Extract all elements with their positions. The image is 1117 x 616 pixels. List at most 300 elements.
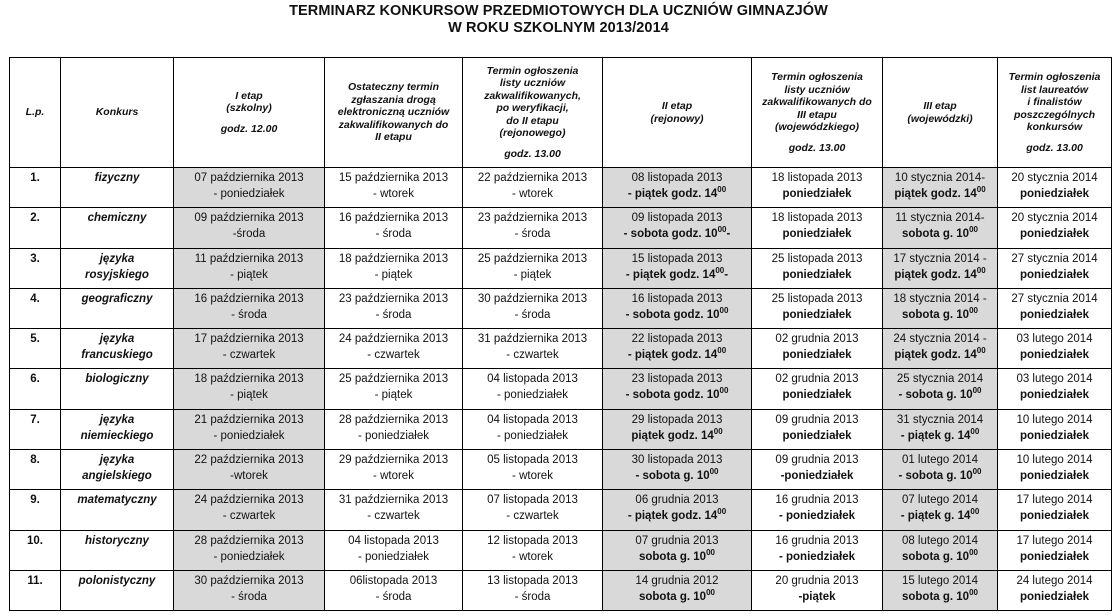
competition-name-text: historyczny xyxy=(85,534,149,547)
etap-2-time-line xyxy=(605,508,749,524)
etap-2-list-date-date: 22 października 2013 xyxy=(477,172,588,184)
etap-2-time-minutes: 00 xyxy=(719,386,729,396)
header-text: list laureatów xyxy=(1020,83,1089,96)
etap-2-time: - sobota godz. 10 xyxy=(625,389,720,402)
etap-1-date-weekday: - czwartek xyxy=(222,510,276,523)
etap-1-date-date: 09 października 2013 xyxy=(194,212,304,225)
etap-2-time: - sobota godz. 10 xyxy=(625,308,720,321)
registration-deadline-date: 15 października 2013 xyxy=(338,172,449,184)
registration-deadline xyxy=(325,248,463,288)
header-text: II etap xyxy=(661,100,693,112)
etap-1-date-date: 28 października 2013 xyxy=(194,534,304,547)
etap-3-time-minutes: 00 xyxy=(976,265,986,275)
laureates-date xyxy=(998,490,1112,530)
etap-1-date-weekday: - poniedziałek xyxy=(213,550,285,563)
competition-name-text: rosyjskiego xyxy=(85,268,149,281)
header-text: (szkolny) xyxy=(226,102,272,115)
row-number-text: 5. xyxy=(30,333,40,346)
laureates-weekday: poniedziałek xyxy=(1019,349,1090,362)
etap-2-time-minutes: 00 xyxy=(706,588,715,598)
etap-2-list-date-weekday: - czwartek xyxy=(506,349,559,362)
etap-1-date xyxy=(174,168,325,208)
etap-2-list-date-date: 25 października 2013 xyxy=(477,252,588,265)
registration-deadline xyxy=(325,329,463,369)
laureates-weekday: poniedziałek xyxy=(1019,268,1090,281)
table-row xyxy=(10,369,1112,409)
etap-2-list-date-weekday: - środa xyxy=(514,308,551,321)
etap-2-list-date-weekday: - środa xyxy=(514,590,551,603)
etap-1-date xyxy=(174,369,325,409)
etap-1-date-weekday: - środa xyxy=(231,590,267,603)
header-lp xyxy=(10,58,61,168)
etap-3-time-minutes: 00 xyxy=(970,507,980,517)
etap-1-date xyxy=(174,248,325,288)
etap-2-date-text: 29 listopada 2013 xyxy=(631,413,723,426)
registration-deadline-date: 24 października 2013 xyxy=(338,333,449,346)
etap-3-list-date-text: 20 grudnia 2013 xyxy=(775,574,859,587)
etap-3-list-date-text: 16 grudnia 2013 xyxy=(775,534,859,547)
etap-2-time-line xyxy=(605,428,749,444)
row-number xyxy=(10,450,61,490)
etap-3-time: sobota g. 10 xyxy=(901,308,970,321)
header-text: (rejonowego) xyxy=(499,127,566,140)
etap-2-time-minutes: 00 xyxy=(717,185,727,195)
row-number xyxy=(10,329,61,369)
laureates-date-text: 17 lutego 2014 xyxy=(1016,534,1093,547)
laureates-date xyxy=(998,208,1112,248)
etap-2-time: - sobota godz. 10 xyxy=(623,228,718,241)
etap-2-time-line xyxy=(605,589,749,605)
etap-2-list-date-date: 13 listopada 2013 xyxy=(487,574,578,587)
etap-3-list-weekday: poniedziałek xyxy=(782,349,852,362)
etap-3-list-weekday: -poniedziałek xyxy=(780,470,854,483)
header-text: Konkurs xyxy=(95,106,139,119)
etap-2-list-date-date: 12 listopada 2013 xyxy=(487,534,578,547)
table-row xyxy=(10,208,1112,248)
etap-3-time-line xyxy=(885,549,995,565)
table-row xyxy=(10,530,1112,570)
competition-name xyxy=(61,248,174,288)
etap-3-list-date-text: 25 listopada 2013 xyxy=(771,292,863,305)
etap-3-list-date-text: 09 grudnia 2013 xyxy=(775,454,859,467)
etap-2-time-minutes: 00 xyxy=(713,426,723,436)
etap-2-date-text: 14 grudnia 2012 xyxy=(635,574,719,587)
etap-2-date xyxy=(603,369,752,409)
registration-deadline-weekday: - środa xyxy=(375,590,412,603)
etap-2-list-date xyxy=(463,450,603,490)
etap-3-time: sobota g. 10 xyxy=(901,228,970,241)
etap-2-date-text: 23 listopada 2013 xyxy=(631,373,723,386)
etap-1-date xyxy=(174,208,325,248)
row-number-text: 11. xyxy=(27,574,43,587)
row-number-text: 10. xyxy=(27,534,43,547)
competition-name-text: niemieckiego xyxy=(80,429,154,442)
etap-3-date xyxy=(883,450,998,490)
row-number-text: 3. xyxy=(30,252,40,265)
registration-deadline-date: 31 października 2013 xyxy=(338,494,449,507)
etap-3-time-line xyxy=(885,347,995,363)
etap-3-list-date xyxy=(752,329,883,369)
etap-1-date-weekday: - środa xyxy=(231,308,267,321)
competition-name-text: fizyczny xyxy=(94,172,140,184)
etap-3-list-date xyxy=(752,208,883,248)
etap-2-time-line xyxy=(605,387,749,403)
etap-3-time: piątek godz. 14 xyxy=(894,188,977,200)
header-text: i finalistów xyxy=(1027,96,1082,108)
registration-deadline-weekday: - poniedziałek xyxy=(358,550,429,563)
etap-2-time-line xyxy=(605,468,749,484)
etap-2-time-minutes: 00 xyxy=(715,265,725,275)
registration-deadline xyxy=(325,168,463,208)
title-line-1: TERMINARZ KONKURSOW PRZEDMIOTOWYCH DLA UCZNIÓW GIMNAZJÓW xyxy=(289,3,828,19)
etap-3-date xyxy=(883,248,998,288)
competition-name-text: języka xyxy=(99,454,135,467)
etap-2-list-date-date: 04 listopada 2013 xyxy=(487,373,578,386)
header-row xyxy=(10,58,1112,168)
etap-3-list-weekday: poniedziałek xyxy=(782,389,852,402)
row-number-text: 7. xyxy=(30,413,40,426)
registration-deadline-date: 04 listopada 2013 xyxy=(348,534,439,547)
table-row xyxy=(10,248,1112,288)
etap-2-list-date xyxy=(463,490,603,530)
etap-3-date-text: 31 stycznia 2014 xyxy=(896,413,984,426)
laureates-weekday: poniedziałek xyxy=(1019,510,1090,523)
etap-2-time-line xyxy=(605,307,749,323)
etap-3-list-date-text: 02 grudnia 2013 xyxy=(775,373,859,386)
etap-2-time: sobota g. 10 xyxy=(638,590,707,603)
etap-3-time-minutes: 00 xyxy=(976,185,986,195)
competition-name-text: chemiczny xyxy=(87,212,147,225)
etap-2-time-minutes: 00 xyxy=(717,346,727,356)
etap-3-list-weekday: poniedziałek xyxy=(782,429,852,442)
laureates-date xyxy=(998,409,1112,449)
etap-1-date-date: 18 października 2013 xyxy=(194,373,304,386)
etap-1-date-date: 07 października 2013 xyxy=(194,172,304,184)
laureates-date-text: 24 lutego 2014 xyxy=(1016,574,1093,587)
registration-deadline-date: 25 października 2013 xyxy=(338,373,449,386)
etap-3-list-date-text: 18 listopada 2013 xyxy=(771,212,863,225)
registration-deadline-weekday: - wtorek xyxy=(373,470,414,483)
registration-deadline xyxy=(325,570,463,610)
etap-2-time-minutes: 00 xyxy=(717,507,727,517)
etap-3-time-minutes: 00 xyxy=(969,588,978,598)
header-text: zakwalifikowanych do xyxy=(338,118,449,131)
etap-1-date-date: 30 października 2013 xyxy=(194,574,304,587)
etap-2-list-date xyxy=(463,409,603,449)
header-text: Ostateczny termin xyxy=(347,81,440,94)
laureates-date xyxy=(998,450,1112,490)
etap-3-list-date xyxy=(752,369,883,409)
etap-3-time-line xyxy=(885,589,995,605)
etap-2-date-text: 15 listopada 2013 xyxy=(631,252,723,265)
etap-2-list-date xyxy=(463,248,603,288)
etap-2-list-date-date: 05 listopada 2013 xyxy=(487,454,578,467)
etap-2-time-minutes: 00 xyxy=(717,225,727,235)
etap-3-list-date xyxy=(752,570,883,610)
etap-2-time: - piątek godz. 14 xyxy=(627,188,718,200)
etap-3-time: piątek godz. 14 xyxy=(894,268,977,281)
registration-deadline-date: 23 października 2013 xyxy=(338,292,449,305)
registration-deadline-weekday: - wtorek xyxy=(373,188,414,200)
laureates-date-text: 17 lutego 2014 xyxy=(1016,494,1093,507)
competition-name xyxy=(61,369,174,409)
laureates-weekday: poniedziałek xyxy=(1019,550,1090,563)
etap-3-list-weekday: -piątek xyxy=(798,590,836,603)
etap-1-date-date: 24 października 2013 xyxy=(194,494,304,507)
header-text: do II etapu xyxy=(506,114,559,127)
etap-2-time-minutes: 00 xyxy=(719,306,729,316)
etap-3-time: - piątek g. 14 xyxy=(900,510,971,523)
etap-3-list-weekday: - poniedziałek xyxy=(778,550,856,563)
registration-deadline-date: 29 października 2013 xyxy=(338,454,449,467)
etap-1-date-weekday: - piątek xyxy=(230,389,268,402)
header-text: III etapu xyxy=(797,108,837,121)
laureates-weekday: poniedziałek xyxy=(1019,188,1090,200)
etap-2-list-date xyxy=(463,208,603,248)
laureates-weekday: poniedziałek xyxy=(1019,308,1090,321)
etap-3-time-line xyxy=(885,226,995,242)
etap-2-list-date-weekday: - poniedziałek xyxy=(497,389,568,402)
etap-3-time-line xyxy=(885,267,995,283)
etap-1-date-weekday: -wtorek xyxy=(230,470,268,483)
etap-3-date xyxy=(883,288,998,328)
etap-2-time-tail: - xyxy=(724,268,729,281)
competition-name xyxy=(61,570,174,610)
header-announcement-etap-2 xyxy=(463,58,603,168)
header-text: poszczególnych xyxy=(1013,108,1096,121)
etap-3-list-date xyxy=(752,450,883,490)
laureates-date xyxy=(998,329,1112,369)
etap-3-time-minutes: 00 xyxy=(976,346,986,356)
header-text: II etapu xyxy=(375,131,412,144)
etap-2-list-date xyxy=(463,168,603,208)
etap-3-list-date-text: 18 listopada 2013 xyxy=(771,172,863,184)
etap-3-date xyxy=(883,490,998,530)
etap-3-time-line xyxy=(885,186,995,202)
etap-2-time: - sobota g. 10 xyxy=(635,470,710,483)
etap-2-list-date-weekday: - wtorek xyxy=(512,470,553,483)
etap-3-time-line xyxy=(885,428,995,444)
etap-1-date-date: 21 października 2013 xyxy=(194,413,304,426)
etap-3-list-date xyxy=(752,490,883,530)
etap-1-date xyxy=(174,409,325,449)
etap-1-date-weekday: - poniedziałek xyxy=(213,188,285,200)
etap-2-time-minutes: 00 xyxy=(706,547,715,557)
etap-1-date-date: 11 października 2013 xyxy=(194,252,304,265)
header-text: konkursów xyxy=(1026,121,1083,133)
etap-2-date-text: 09 listopada 2013 xyxy=(631,212,723,225)
etap-2-date-text: 06 grudnia 2013 xyxy=(635,494,719,507)
header-text: listy uczniów xyxy=(499,77,566,90)
etap-2-time-tail: - xyxy=(726,228,731,241)
row-number xyxy=(10,208,61,248)
header-time: godz. 13.00 xyxy=(788,141,846,154)
header-time: godz. 12.00 xyxy=(220,122,278,135)
etap-1-date-weekday: - poniedziałek xyxy=(213,429,285,442)
row-number xyxy=(10,530,61,570)
etap-3-list-date-text: 09 grudnia 2013 xyxy=(775,413,859,426)
laureates-date-text: 27 stycznia 2014 xyxy=(1011,252,1098,265)
registration-deadline-date: 28 października 2013 xyxy=(338,413,449,426)
etap-2-time-minutes: 00 xyxy=(709,467,719,477)
etap-1-date-date: 16 października 2013 xyxy=(194,292,304,305)
etap-1-date-weekday: -środa xyxy=(232,228,266,241)
header-text: (wojewódzkiego) xyxy=(775,121,859,133)
registration-deadline xyxy=(325,450,463,490)
etap-1-date xyxy=(174,490,325,530)
laureates-weekday: poniedziałek xyxy=(1019,429,1090,442)
competition-name-text: matematyczny xyxy=(77,494,157,507)
etap-3-list-weekday: poniedziałek xyxy=(782,228,852,241)
header-text: zakwalifikowanych do xyxy=(762,96,872,108)
etap-3-list-weekday: poniedziałek xyxy=(782,268,852,281)
laureates-weekday: poniedziałek xyxy=(1019,470,1090,483)
etap-3-time-minutes: 00 xyxy=(970,426,980,436)
row-number xyxy=(10,369,61,409)
etap-3-list-date-text: 02 grudnia 2013 xyxy=(775,333,859,346)
etap-2-list-date-weekday: - piątek xyxy=(513,268,552,281)
competition-name-text: języka xyxy=(99,252,135,265)
etap-2-date xyxy=(603,490,752,530)
etap-2-date-text: 30 listopada 2013 xyxy=(631,454,723,467)
header-text: III etap xyxy=(923,100,957,112)
etap-3-time: - sobota g. 10 xyxy=(898,389,973,402)
registration-deadline-weekday: - czwartek xyxy=(367,349,420,362)
etap-2-date xyxy=(603,208,752,248)
registration-deadline xyxy=(325,369,463,409)
etap-2-list-date xyxy=(463,329,603,369)
etap-1-date-date: 22 października 2013 xyxy=(194,454,304,467)
competition-name xyxy=(61,409,174,449)
etap-2-date xyxy=(603,248,752,288)
competition-name-text: języka xyxy=(99,413,135,426)
registration-deadline-weekday: - środa xyxy=(375,228,412,241)
header-text: listy uczniów xyxy=(784,83,850,96)
laureates-date xyxy=(998,248,1112,288)
etap-3-date-text: 25 stycznia 2014 xyxy=(896,373,984,386)
etap-3-time-line xyxy=(885,387,995,403)
header-text: Termin ogłoszenia xyxy=(1008,71,1101,83)
etap-2-time-line xyxy=(605,226,749,242)
row-number-text: 6. xyxy=(30,373,40,386)
etap-2-list-date xyxy=(463,530,603,570)
etap-2-time: - piątek godz. 14 xyxy=(625,268,716,281)
etap-3-date-text: 18 stycznia 2014 - xyxy=(893,292,987,305)
registration-deadline xyxy=(325,530,463,570)
etap-2-list-date-weekday: - wtorek xyxy=(512,550,553,563)
etap-2-date-text: 16 listopada 2013 xyxy=(631,292,723,305)
etap-2-date xyxy=(603,329,752,369)
etap-2-list-date-weekday: - środa xyxy=(514,228,551,241)
laureates-weekday: poniedziałek xyxy=(1019,389,1090,402)
etap-2-date-text: 22 listopada 2013 xyxy=(631,333,723,346)
row-number xyxy=(10,288,61,328)
etap-2-time: - piątek godz. 14 xyxy=(627,349,718,362)
etap-3-date xyxy=(883,329,998,369)
etap-2-list-date xyxy=(463,288,603,328)
registration-deadline xyxy=(325,409,463,449)
etap-3-date xyxy=(883,369,998,409)
registration-deadline-weekday: - piątek xyxy=(374,268,413,281)
etap-3-date xyxy=(883,168,998,208)
competition-name xyxy=(61,288,174,328)
header-text: zakwalifikowanych, xyxy=(484,89,581,102)
etap-3-date-text: 24 stycznia 2014 - xyxy=(893,333,987,346)
row-number-text: 2. xyxy=(30,212,40,225)
competition-name xyxy=(61,208,174,248)
etap-2-date xyxy=(603,168,752,208)
header-text: I etap xyxy=(235,89,263,102)
registration-deadline-date: 16 października 2013 xyxy=(338,212,449,225)
etap-2-time-line xyxy=(605,347,749,363)
competition-name-text: biologiczny xyxy=(85,373,149,386)
laureates-date xyxy=(998,168,1112,208)
etap-2-list-date xyxy=(463,369,603,409)
etap-3-list-date-text: 16 grudnia 2013 xyxy=(775,494,859,507)
etap-1-date xyxy=(174,450,325,490)
header-time: godz. 13.00 xyxy=(1026,141,1083,154)
header-text: Termin ogłoszenia xyxy=(486,64,579,77)
etap-2-date-text: 08 listopada 2013 xyxy=(631,172,723,184)
registration-deadline-weekday: - piątek xyxy=(374,389,413,402)
competition-name xyxy=(61,329,174,369)
header-text: L.p. xyxy=(25,106,45,119)
competition-name-text: angielskiego xyxy=(82,470,152,483)
header-text: elektroniczną uczniów xyxy=(337,106,450,119)
etap-3-time: piątek godz. 14 xyxy=(894,349,977,362)
header-text: (wojewódzki) xyxy=(907,112,973,125)
registration-deadline xyxy=(325,288,463,328)
etap-3-time-minutes: 00 xyxy=(969,225,978,235)
competition-name-text: polonistyczny xyxy=(78,574,156,587)
etap-3-time: - sobota g. 10 xyxy=(898,470,973,483)
header-announcement-laureates xyxy=(998,58,1112,168)
etap-3-time: sobota g. 10 xyxy=(901,550,970,563)
etap-1-date-date: 17 października 2013 xyxy=(194,333,304,346)
etap-3-time: sobota g. 10 xyxy=(901,590,970,603)
etap-3-date-text: 17 stycznia 2014 - xyxy=(893,252,987,265)
etap-3-date-text: 08 lutego 2014 xyxy=(901,534,979,547)
etap-3-list-date xyxy=(752,168,883,208)
competition-name xyxy=(61,450,174,490)
etap-2-list-date-date: 04 listopada 2013 xyxy=(487,413,578,426)
registration-deadline xyxy=(325,490,463,530)
etap-2-list-date-date: 07 listopada 2013 xyxy=(487,494,578,507)
row-number-text: 9. xyxy=(30,494,40,507)
table-row xyxy=(10,490,1112,530)
etap-1-date xyxy=(174,570,325,610)
table-row xyxy=(10,168,1112,208)
etap-2-list-date-weekday: - wtorek xyxy=(512,188,553,200)
row-number-text: 4. xyxy=(30,292,40,305)
header-text: zgłaszania drogą xyxy=(351,93,436,106)
registration-deadline-date: 18 października 2013 xyxy=(338,252,449,265)
laureates-weekday: poniedziałek xyxy=(1019,228,1090,241)
header-etap-2 xyxy=(603,58,752,168)
etap-2-time: sobota g. 10 xyxy=(638,550,707,563)
etap-2-time: - piątek godz. 14 xyxy=(627,510,718,523)
header-etap-3 xyxy=(883,58,998,168)
registration-deadline-weekday: - czwartek xyxy=(367,510,420,523)
etap-3-time-line xyxy=(885,307,995,323)
etap-3-time-line xyxy=(885,508,995,524)
etap-3-date-text: 01 lutego 2014 xyxy=(901,454,979,467)
header-etap-1 xyxy=(174,58,325,168)
laureates-date-text: 03 lutego 2014 xyxy=(1016,373,1093,386)
etap-3-date xyxy=(883,409,998,449)
etap-2-list-date xyxy=(463,570,603,610)
etap-1-date xyxy=(174,329,325,369)
